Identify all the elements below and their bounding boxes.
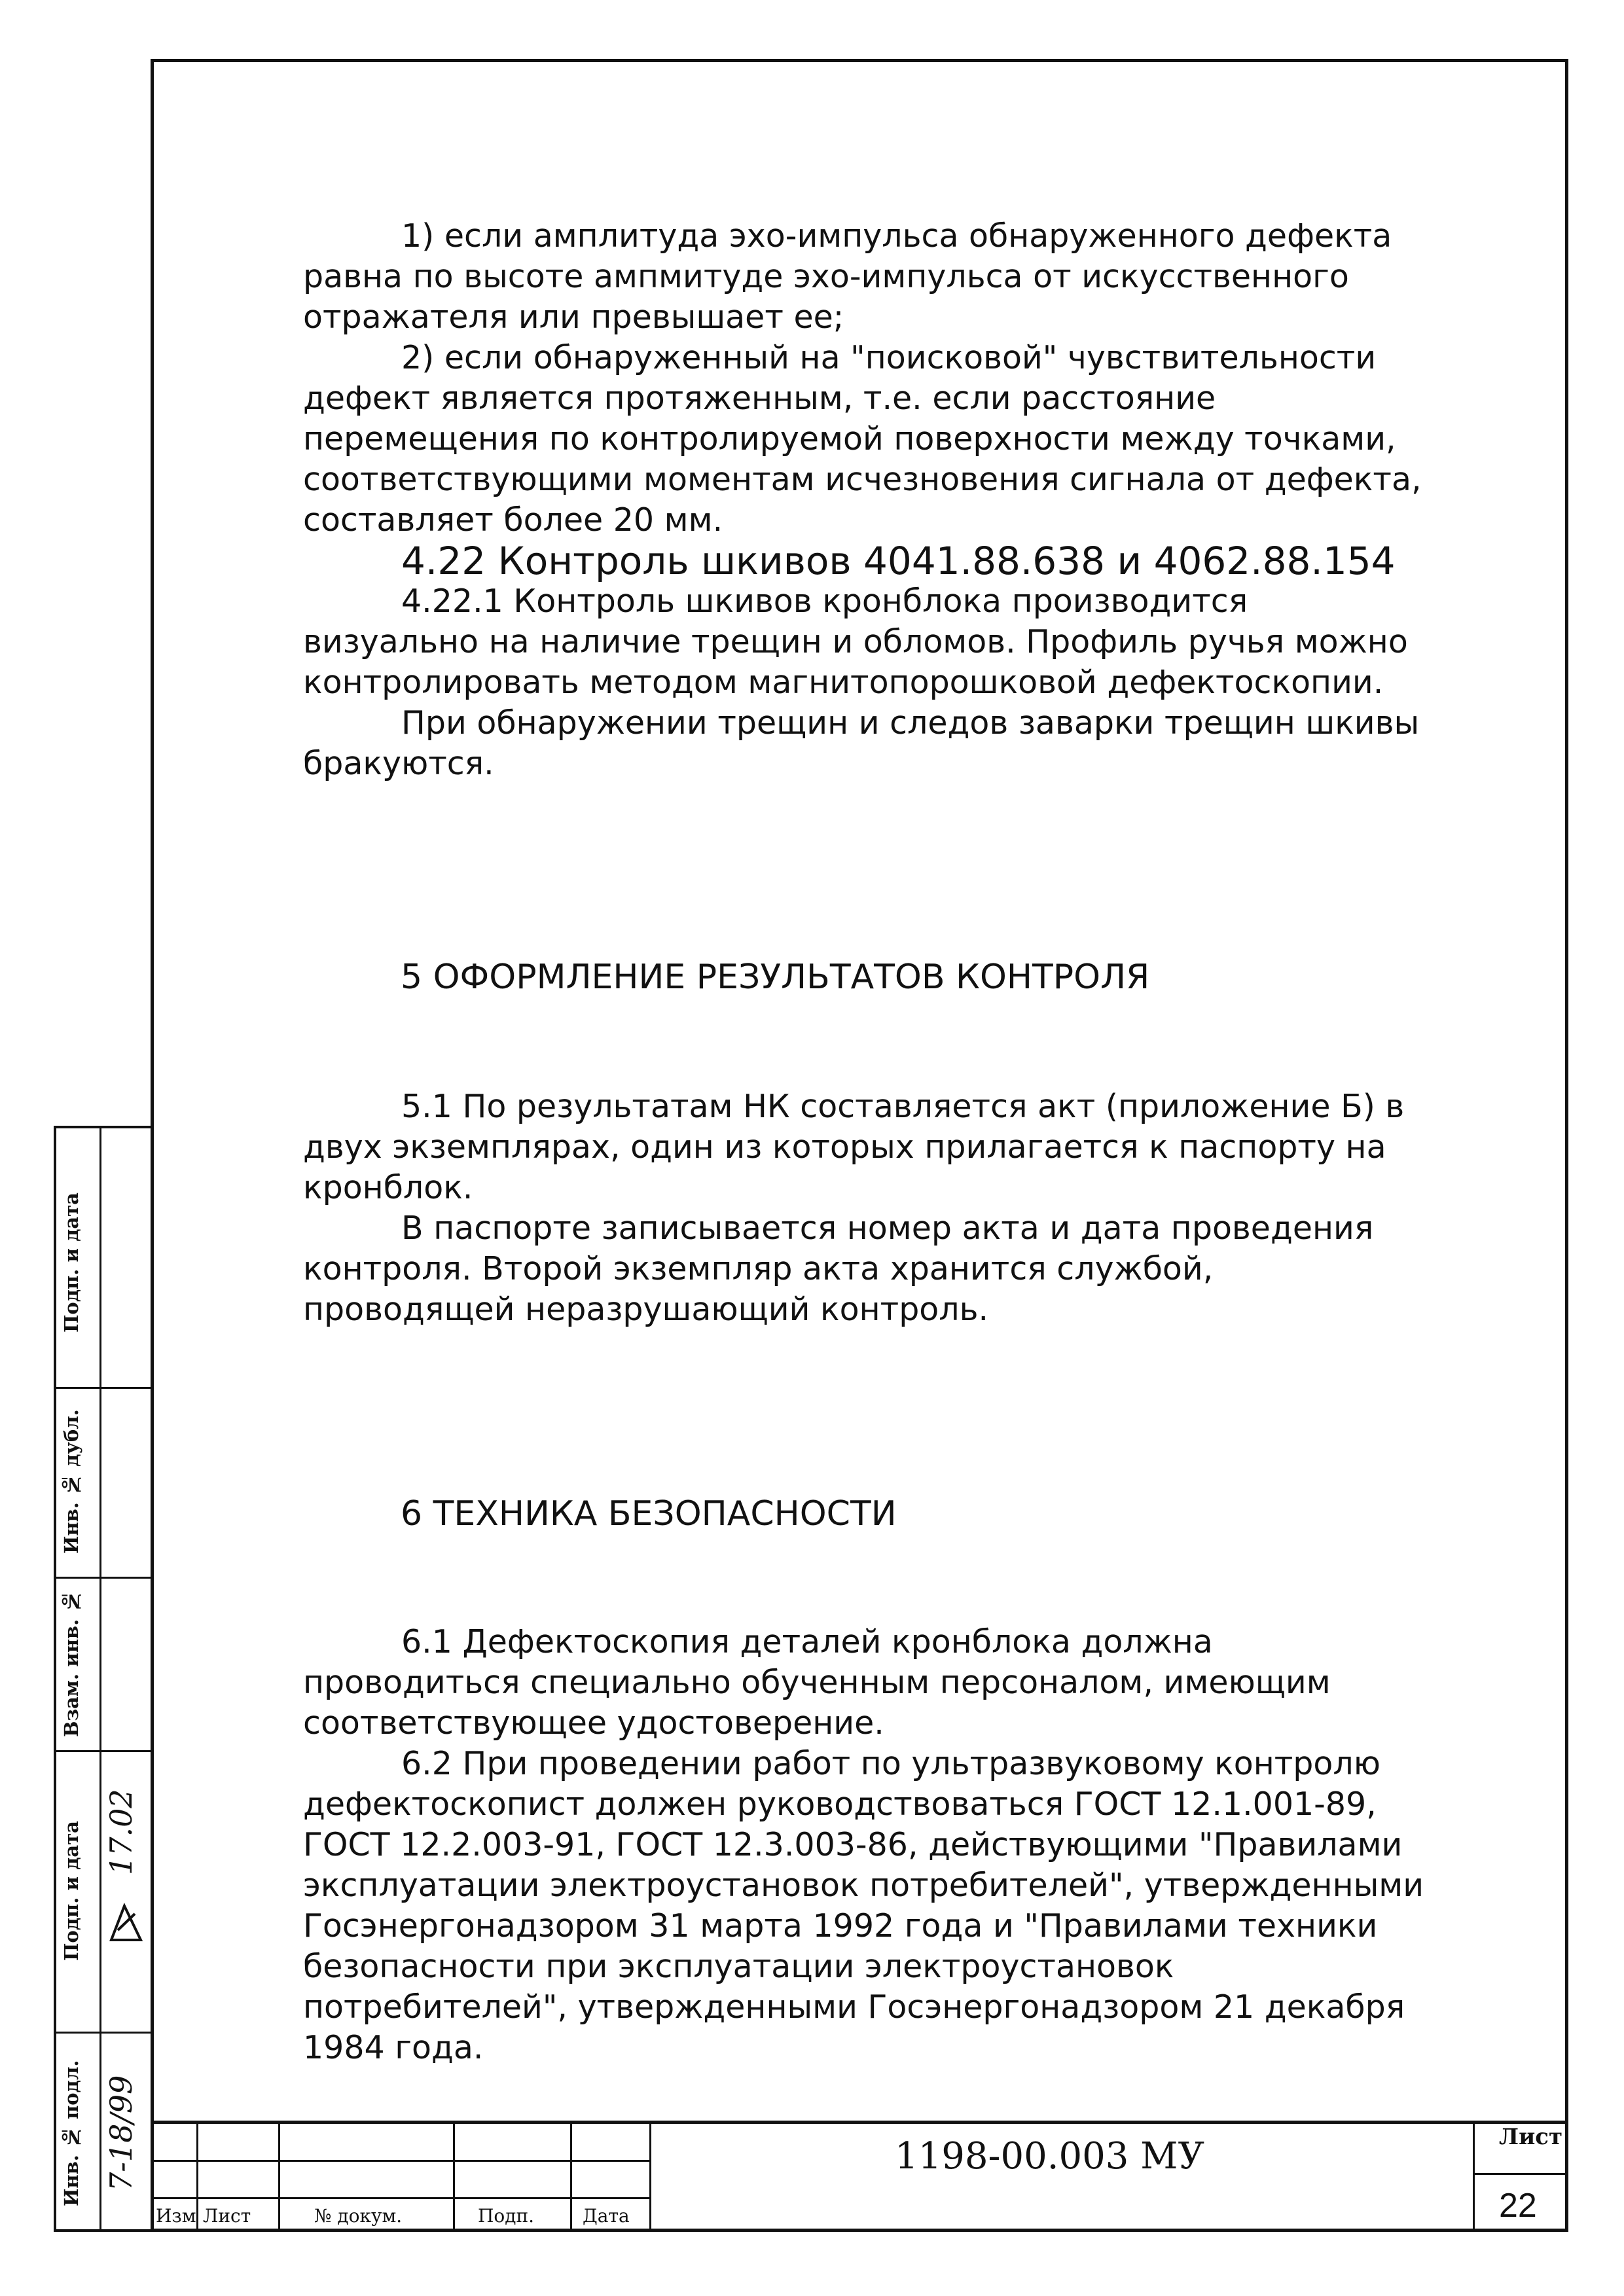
paragraph-rejection: При обнаружении трещин и следов заварки трещин шкивы бракуются. [303, 704, 1420, 782]
section-6-text [303, 1622, 1429, 2068]
paragraph-4-22-1: 4.22.1 Контроль шкивов кронблока производится визуально на наличие трещин и обломов. Профиль ручья можно контролировать методом магнитопорошковой дефектоскопии. [303, 583, 1408, 701]
title-block [151, 2121, 1568, 2232]
section-6-heading: 6 ТЕХНИКА БЕЗОПАСНОСТИ [401, 1494, 897, 1534]
col-list: Лист [203, 2205, 251, 2227]
sheet-number: 22 [1499, 2187, 1537, 2225]
section-5-heading: 5 ОФОРМЛЕНИЕ РЕЗУЛЬТАТОВ КОНТРОЛЯ [401, 958, 1150, 997]
paragraph-6-1: 6.1 Дефектоскопия деталей кронблока должна проводиться специально обученным персоналом, имеющим соответствующее удостоверение. [303, 1623, 1331, 1742]
col-dokum: № докум. [314, 2205, 403, 2227]
side-stamp [54, 1126, 151, 2232]
label-inv-dubl: Инв. № дубл. [60, 1409, 82, 1554]
paragraph-5-2: В паспорте записывается номер акта и дата проведения контроля. Второй экземпляр акта хранится службой, проводящей неразрушающий контроль. [303, 1210, 1374, 1328]
signature-mark [105, 1901, 148, 1946]
paragraph-5-1: 5.1 По результатам НК составляется акт (приложение Б) в двух экземплярах, один из которых прилагается к паспорту на кронблок. [303, 1088, 1405, 1206]
body-text-top [303, 216, 1429, 784]
section-4-22-title: 4.22 Контроль шкивов 4041.88.638 и 4062.88.154 [401, 539, 1396, 583]
handwritten-inv-number: 7-18/99 [103, 2075, 139, 2191]
sheet-label: Лист [1499, 2124, 1563, 2150]
handwritten-date: 17.02 [103, 1789, 139, 1875]
label-podp-data-top: Подп. и дата [60, 1193, 82, 1333]
col-izm: Изм [156, 2205, 196, 2227]
paragraph-1: 1) если амплитуда эхо-импульса обнаруженного дефекта равна по высоте ампмитуде эхо-импульса от искусственного отражателя или превышает ее; [303, 217, 1392, 336]
label-podp-data: Подп. и дата [60, 1821, 82, 1961]
paragraph-6-2: 6.2 При проведении работ по ультразвуковому контролю дефектоскопист должен руководствоваться ГОСТ 12.1.001-89, ГОСТ 12.2.003-91, ГОСТ 12.3.003-86, действующими "Правилами эксплуатации электроустановок потребителей", утвержденными Госэнергонадзором 31 марта 1992 года и "Правилами техники безопасности при эксплуатации электроустановок потребителей", утвержденными Госэнергонадзором 21 декабря 1984 года. [303, 1745, 1424, 2066]
col-data: Дата [583, 2205, 630, 2227]
col-podp: Подп. [478, 2205, 535, 2227]
paragraph-2: 2) если обнаруженный на "поисковой" чувствительности дефект является протяженным, т.е. если расстояние перемещения по контролируемой поверхности между точками, соответствующими моментам исчезновения сигнала от дефекта, составляет более 20 мм. [303, 339, 1422, 539]
label-vzam-inv: Взам. инв. № [60, 1590, 82, 1737]
document-number: 1198-00.003 МУ [895, 2135, 1204, 2178]
section-5-text [303, 1086, 1429, 1330]
label-inv-podl: Инв. № подл. [60, 2060, 82, 2206]
